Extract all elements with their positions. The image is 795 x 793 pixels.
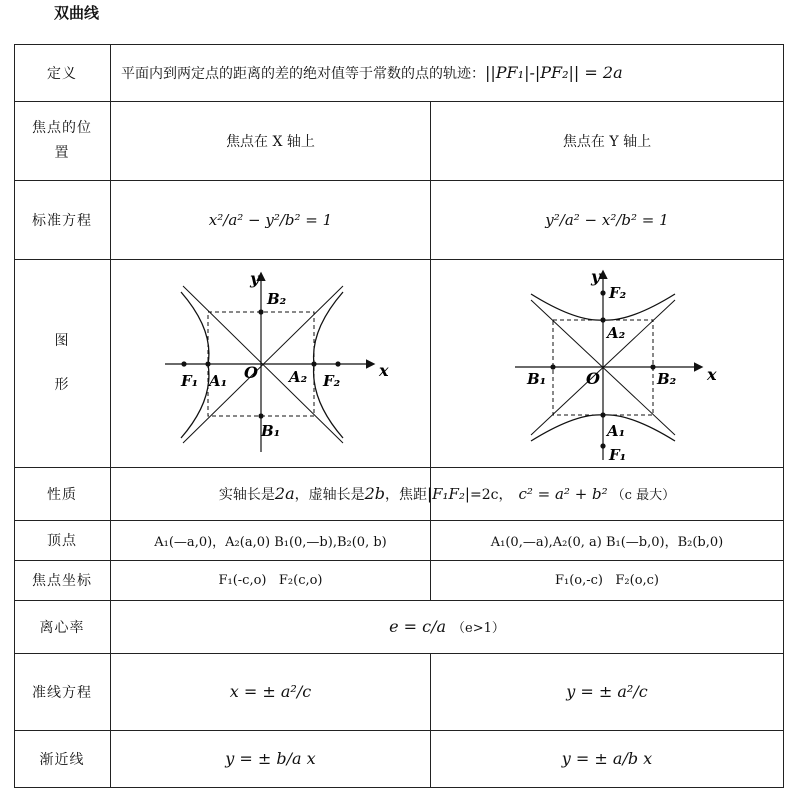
label-line: 焦点的位	[32, 119, 92, 136]
point-b1	[258, 413, 263, 418]
label-line: 置	[54, 144, 70, 161]
definition-formula: ||PF₁|-|PF₂|| = 2a	[485, 63, 623, 82]
hyperbola-table	[14, 44, 784, 788]
graph-focus-y	[431, 260, 783, 467]
point-a2	[311, 361, 316, 366]
definition-text: 平面内到两定点的距离的差的绝对值等于常数的点的轨迹：	[121, 65, 485, 82]
origin-label: O	[586, 369, 600, 388]
a2-label: A₂	[289, 368, 308, 386]
prop-text: ，焦距	[385, 486, 428, 503]
point-a1	[205, 361, 210, 366]
graph-focus-x	[111, 260, 430, 467]
origin-label: O	[244, 363, 258, 382]
prop-text: =2c，	[469, 486, 513, 503]
x-label: x	[379, 361, 389, 380]
a1-label: A₁	[209, 372, 228, 390]
focus-on-y: 焦点在 Y 轴上	[562, 133, 652, 150]
row-label-standard-equation: 标准方程	[32, 212, 92, 229]
prop-text: ，虚轴长是	[294, 486, 365, 503]
standard-equation-y	[431, 180, 783, 259]
eccentricity-note: （e>1）	[452, 621, 505, 636]
b1-label: B₁	[527, 370, 547, 388]
y-label: y	[591, 267, 601, 286]
row-label-vertices: 顶点	[47, 533, 77, 549]
rule	[14, 787, 784, 788]
a2-label: A₂	[607, 324, 626, 342]
f2-label: F₂	[609, 284, 627, 302]
row-label-graph	[14, 259, 110, 467]
focal-distance: |F₁F₂|	[427, 484, 470, 503]
b1-label: B₁	[261, 422, 281, 440]
f1-label: F₁	[181, 372, 199, 390]
row-label-eccentricity: 离心率	[39, 619, 85, 636]
focus-coords-y: F₁(o,-c) F₂(o,c)	[554, 572, 660, 588]
point-b1	[550, 364, 555, 369]
point-f2	[335, 361, 340, 366]
point-f2	[600, 290, 605, 295]
equation-text: x²/a² − y²/b² = 1	[208, 210, 333, 229]
imag-axis: 2b	[364, 484, 386, 503]
f1-label: F₁	[609, 446, 627, 464]
row-label-properties: 性质	[47, 486, 77, 503]
f2-label: F₂	[323, 372, 341, 390]
row-label-directrix: 准线方程	[32, 684, 92, 701]
point-b2	[650, 364, 655, 369]
row-label-definition: 定义	[47, 65, 77, 82]
asymptote-y: y = ± a/b x	[561, 749, 653, 768]
asymptote-x: y = ± b/a x	[225, 749, 316, 768]
abc-relation: c² = a² + b²	[518, 484, 608, 503]
label-line: 图	[54, 333, 70, 349]
eccentricity-formula: e = c/a	[389, 617, 447, 636]
eccentricity-cell	[111, 600, 783, 653]
y-label: y	[250, 269, 260, 288]
point-f1	[600, 443, 605, 448]
row-label-focus-coords: 焦点坐标	[32, 573, 92, 589]
vertices-x: A₁(—a,0)，A₂(a,0) B₁(0,—b),B₂(0, b)	[154, 534, 387, 550]
real-axis: 2a	[274, 484, 295, 503]
row-label-asymptote: 渐近线	[39, 751, 85, 768]
focus-on-x: 焦点在 X 轴上	[226, 133, 315, 150]
point-f1	[181, 361, 186, 366]
definition-cell	[111, 44, 783, 101]
row-label-focus-position	[14, 101, 110, 180]
vertices-y: A₁(0,—a),A₂(0, a) B₁(—b,0)，B₂(b,0)	[490, 534, 724, 550]
rule	[783, 44, 784, 788]
properties-cell	[111, 467, 783, 520]
equation-text: y²/a² − x²/b² = 1	[545, 210, 669, 229]
directrix-y: y = ± a²/c	[566, 682, 648, 701]
focus-coords-x: F₁(-c,o) F₂(c,o)	[218, 572, 323, 588]
point-a1	[600, 412, 605, 417]
b2-label: B₂	[267, 290, 287, 308]
standard-equation-x	[111, 180, 430, 259]
a1-label: A₁	[607, 422, 626, 440]
point-a2	[600, 317, 605, 322]
point-b2	[258, 309, 263, 314]
b2-label: B₂	[657, 370, 677, 388]
prop-note: （c 最大）	[611, 488, 676, 503]
x-label: x	[707, 365, 717, 384]
directrix-x: x = ± a²/c	[229, 682, 312, 701]
page-title: 双曲线	[54, 4, 100, 22]
prop-text: 实轴长是	[218, 486, 275, 503]
label-line: 形	[54, 377, 70, 393]
